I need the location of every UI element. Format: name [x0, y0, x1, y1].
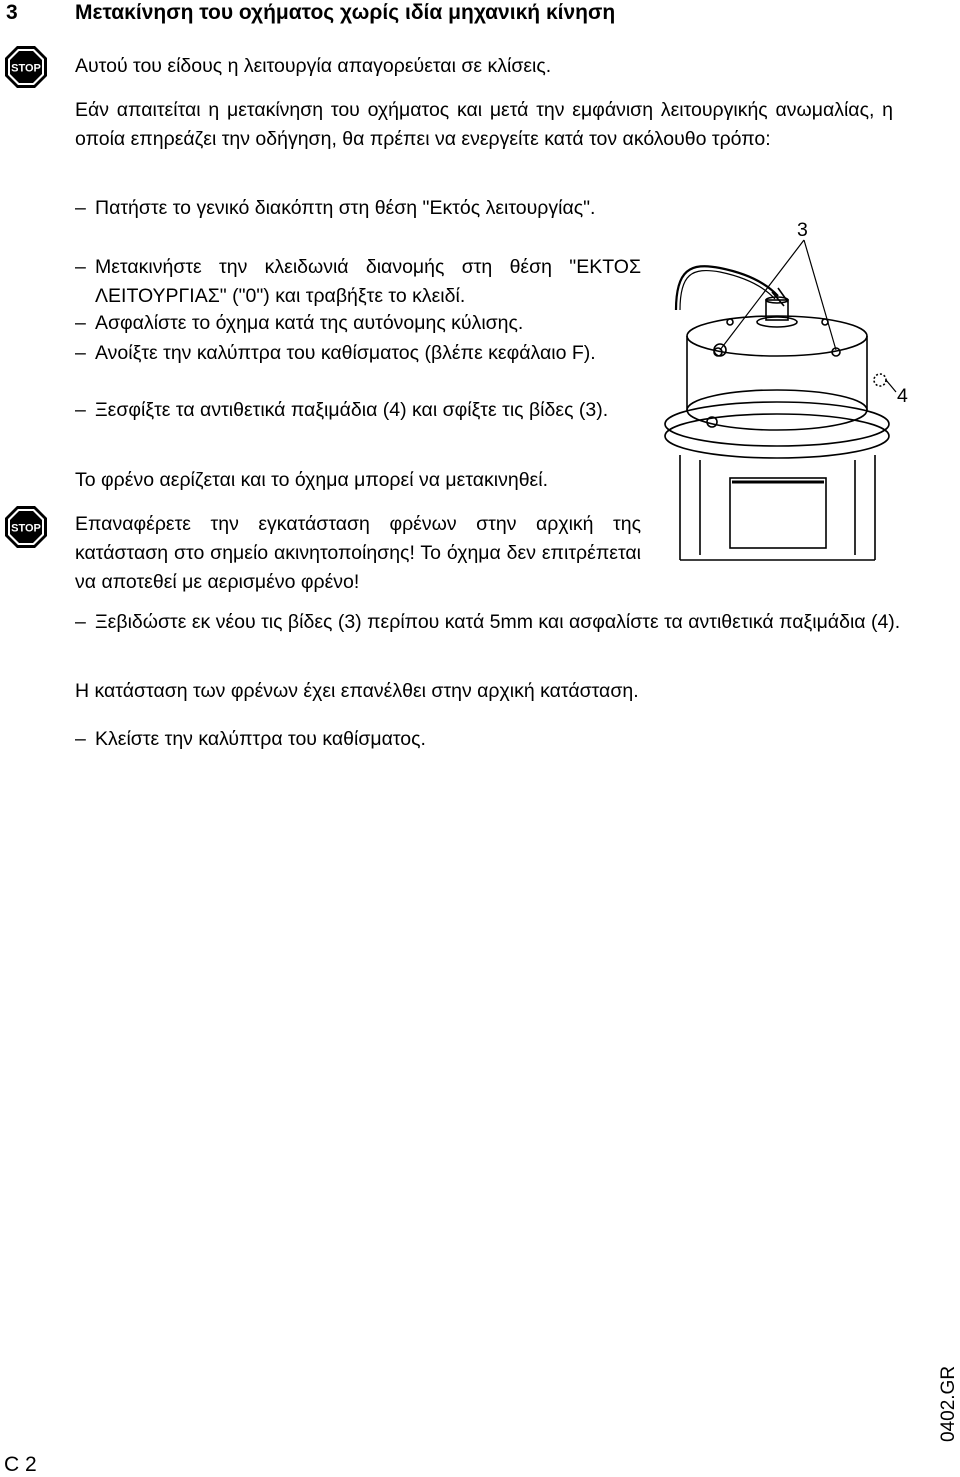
- brake-released-note: Το φρένο αερίζεται και το όχημα μπορεί να μετακινηθεί.: [75, 469, 548, 491]
- warning-restore-brake: Επαναφέρετε την εγκατάσταση φρένων στην αρχική της κατάσταση στο σημείο ακινητοποίησης! Το όχημα δεν επιτρέπεται να αποτεθεί με αερισμένο φρένο!: [75, 513, 641, 593]
- stop-sign-icon: [4, 45, 48, 89]
- document-id: 0402.GR: [938, 1365, 959, 1442]
- warning-slope: Αυτού του είδους η λειτουργία απαγορεύεται σε κλίσεις.: [75, 55, 552, 77]
- brake-restored-note: Η κατάσταση των φρένων έχει επανέλθει στην αρχική κατάσταση.: [75, 680, 639, 702]
- svg-text:STOP: STOP: [11, 62, 41, 75]
- brake-unit-illustration: [660, 210, 960, 570]
- list-item: – Ξεβιδώστε εκ νέου τις βίδες (3) περίπου κατά 5mm και ασφαλίστε τα αντιθετικά παξιμάδια (4).: [75, 608, 925, 637]
- list-item: – Ασφαλίστε το όχημα κατά της αυτόνομης κύλισης.: [75, 309, 641, 338]
- section-title: Μετακίνηση του οχήματος χωρίς ιδία μηχανική κίνηση: [75, 1, 616, 24]
- list-item: – Ξεσφίξτε τα αντιθετικά παξιμάδια (4) και σφίξτε τις βίδες (3).: [75, 396, 641, 425]
- step-text: Κλείστε την καλύπτρα του καθίσματος.: [95, 728, 426, 750]
- step-text: Μετακινήστε την κλειδωνιά διανομής στη θέση "ΕΚΤΟΣ ΛΕΙΤΟΥΡΓΙΑΣ" ("0") και τραβήξτε το κλειδί.: [95, 256, 641, 307]
- callout-nuts-label: 4: [897, 385, 908, 407]
- step-text: Ξεβιδώστε εκ νέου τις βίδες (3) περίπου κατά 5mm και ασφαλίστε τα αντιθετικά παξιμάδια (4).: [95, 611, 901, 633]
- list-item: – Κλείστε την καλύπτρα του καθίσματος.: [75, 725, 875, 754]
- section-number: 3: [6, 1, 18, 24]
- list-item: – Ανοίξτε την καλύπτρα του καθίσματος (βλέπε κεφάλαιο F).: [75, 339, 641, 368]
- svg-text:STOP: STOP: [11, 522, 41, 535]
- page-number: C 2: [4, 1453, 37, 1476]
- stop-sign-icon: [4, 505, 48, 549]
- list-item: – Μετακινήστε την κλειδωνιά διανομής στη θέση "ΕΚΤΟΣ ΛΕΙΤΟΥΡΓΙΑΣ" ("0") και τραβήξτε το κλειδί.: [75, 253, 641, 311]
- step-text: Ξεσφίξτε τα αντιθετικά παξιμάδια (4) και σφίξτε τις βίδες (3).: [95, 399, 609, 421]
- callout-screws-label: 3: [797, 219, 808, 241]
- step-text: Ασφαλίστε το όχημα κατά της αυτόνομης κύλισης.: [95, 312, 524, 334]
- step-text: Ανοίξτε την καλύπτρα του καθίσματος (βλέπε κεφάλαιο F).: [95, 342, 596, 364]
- step-text: Πατήστε το γενικό διακόπτη στη θέση "Εκτός λειτουργίας".: [95, 197, 596, 219]
- list-item: – Πατήστε το γενικό διακόπτη στη θέση "Εκτός λειτουργίας".: [75, 194, 641, 223]
- intro-paragraph: Εάν απαιτείται η μετακίνηση του οχήματος και μετά την εμφάνιση λειτουργικής ανωμαλίας, η οποία επηρεάζει την οδήγηση, θα πρέπει να ενεργείτε κατά τον ακόλουθο τρόπο:: [75, 99, 893, 150]
